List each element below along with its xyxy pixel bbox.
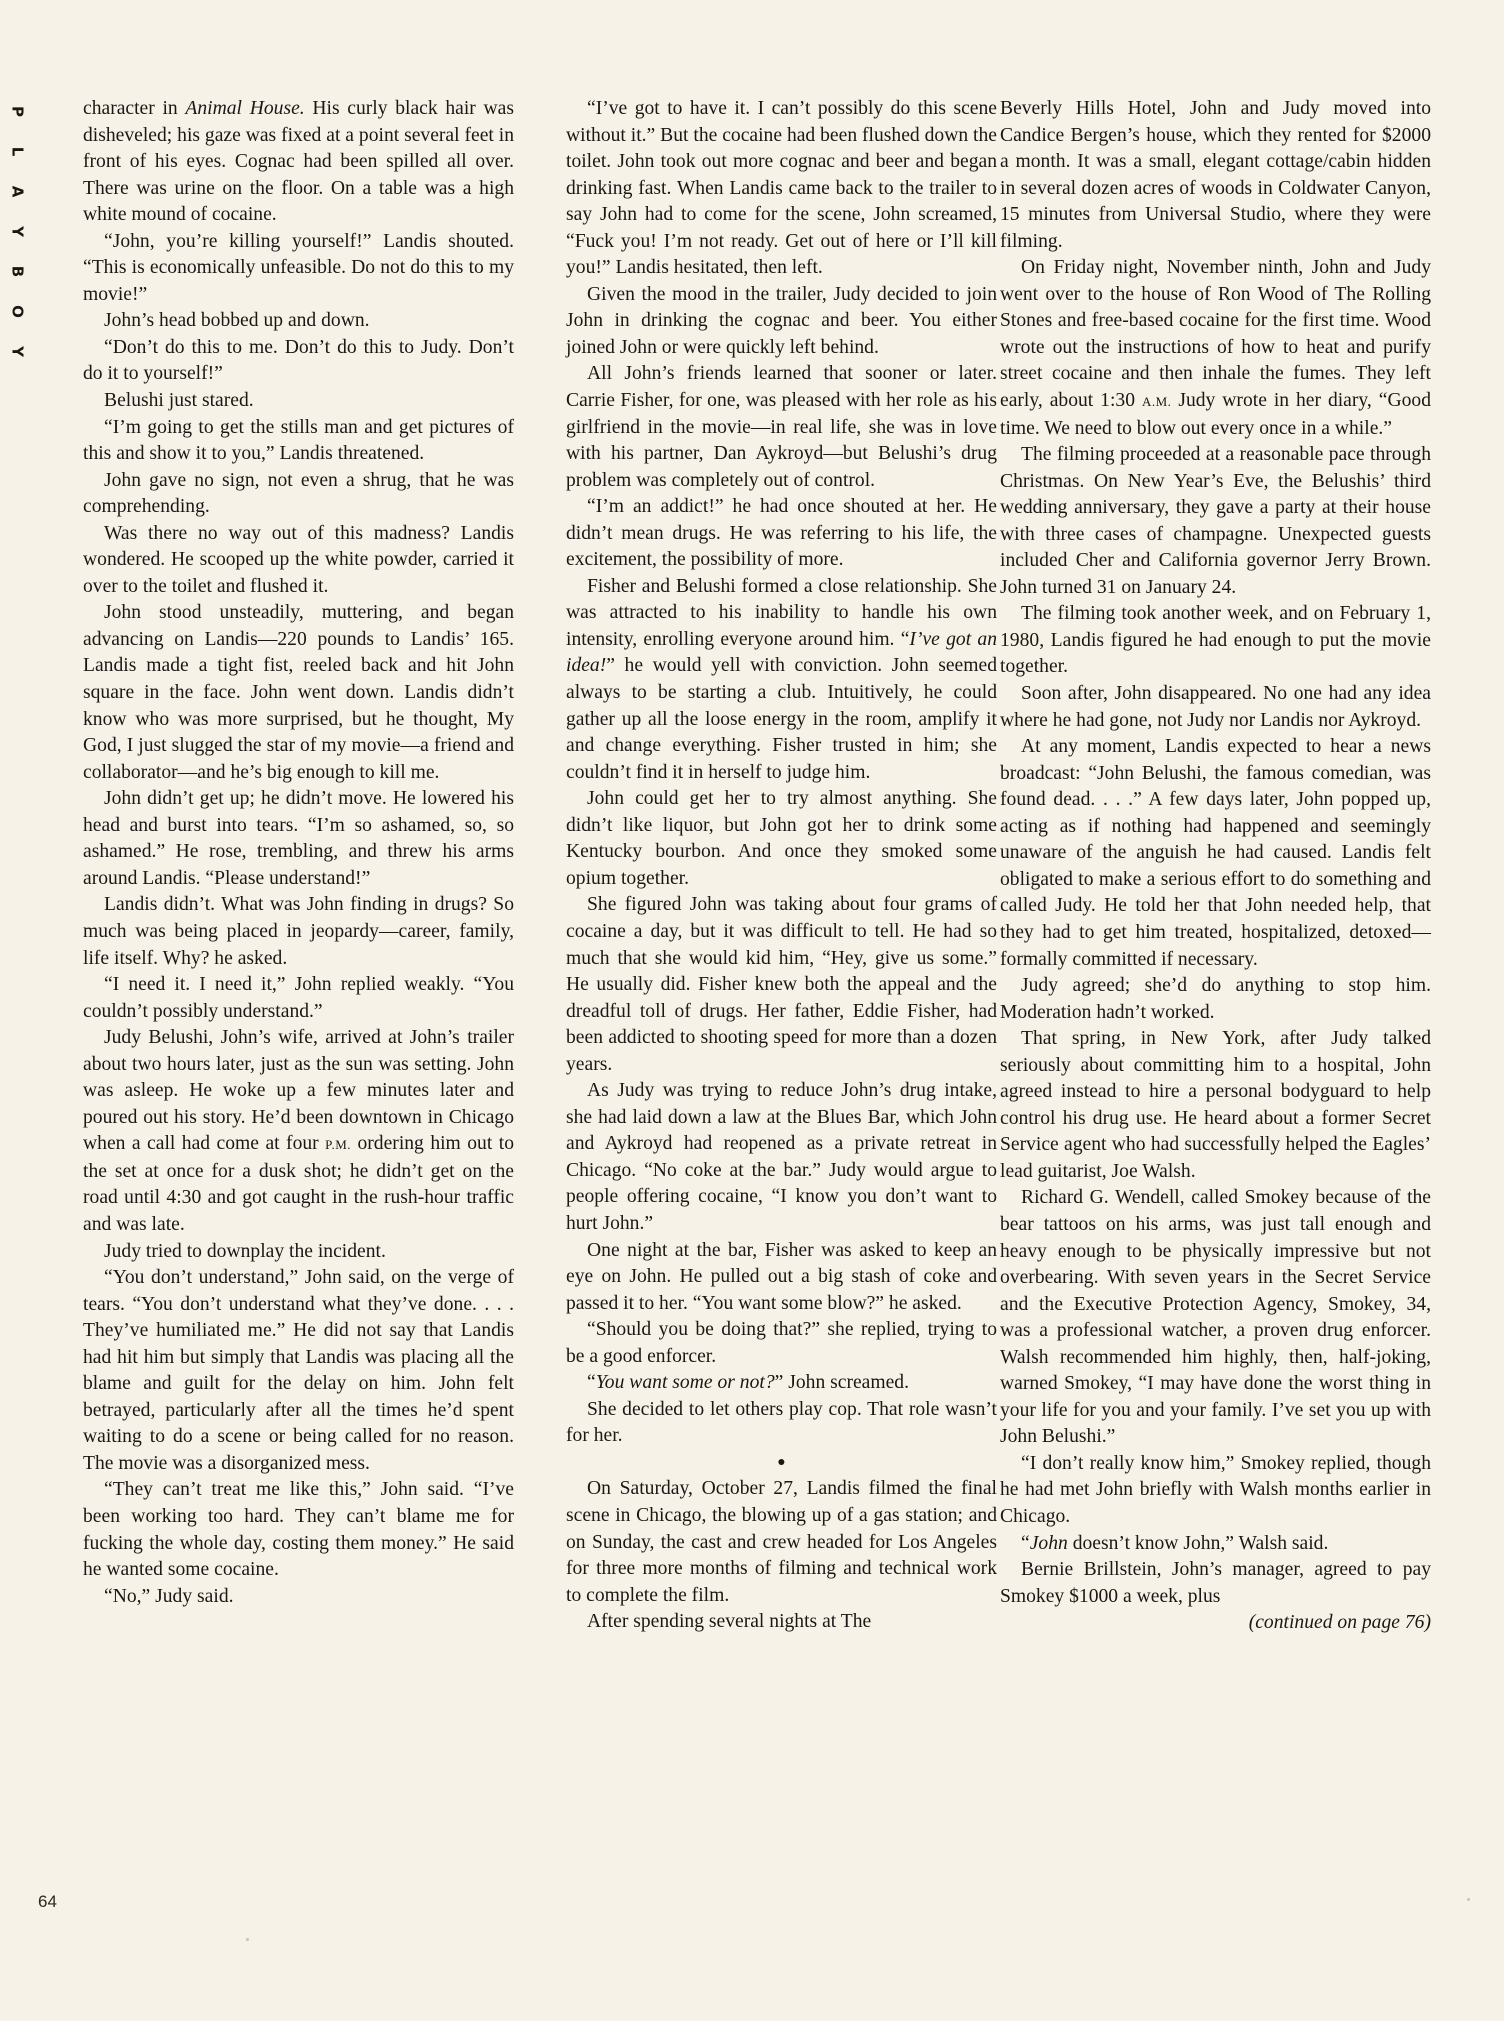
paragraph: That spring, in New York, after Judy talked seriously about committing him to a hospital, John agreed instead to hire a personal bodyguard to help control his drug use. He heard about a former Secret Service agent who had successfully helped the Eagles’ lead guitarist, Joe Walsh. — [1000, 1028, 1431, 1182]
paragraph: One night at the bar, Fisher was asked to keep an eye on John. He pulled out a big stash of coke and passed it to her. “You want some blow?” he asked. — [566, 1239, 997, 1314]
column-3 — [1000, 96, 1431, 1637]
paragraph: “John doesn’t know John,” Walsh said. — [1021, 1532, 1329, 1554]
paragraph: John’s head bobbed up and down. — [104, 310, 370, 332]
paragraph: John didn’t get up; he didn’t move. He lowered his head and burst into tears. “I’m so ashamed, so, so ashamed.” He rose, trembling, and threw his arms around Landis. “Please understand!” — [83, 788, 514, 889]
paragraph: “John, you’re killing yourself!” Landis shouted. “This is economically unfeasible. Do not do this to my movie!” — [83, 230, 514, 305]
running-title-letter: P — [8, 106, 27, 117]
paragraph: Judy tried to downplay the incident. — [104, 1240, 386, 1262]
paragraph: As Judy was trying to reduce John’s drug intake, she had laid down a law at the Blues Bar, which John and Aykroyd had reopened as a private retreat in Chicago. “No coke at the bar.” Judy would argue to people offering cocaine, “I know you don’t want to hurt John.” — [566, 1080, 997, 1234]
print-speck — [246, 1938, 249, 1941]
paragraph: John gave no sign, not even a shrug, that he was comprehending. — [83, 469, 514, 518]
paragraph: “Don’t do this to me. Don’t do this to Judy. Don’t do it to yourself!” — [83, 336, 514, 385]
paragraph: The filming took another week, and on February 1, 1980, Landis figured he had enough to put the movie together. — [1000, 603, 1431, 678]
paragraph: “Should you be doing that?” she replied, trying to be a good enforcer. — [566, 1319, 997, 1367]
paragraph: Was there no way out of this madness? Landis wondered. He scooped up the white powder, carried it over to the toilet and flushed it. — [83, 522, 514, 597]
paragraph: Judy agreed; she’d do anything to stop him. Moderation hadn’t worked. — [1000, 975, 1431, 1023]
print-speck — [1467, 1898, 1470, 1901]
paragraph: Richard G. Wendell, called Smokey because of the bear tattoos on his arms, was just tall enough and heavy enough to be physically impressive but not overbearing. With seven years in the Secret Service and the Executive Protection Agency, Smokey, 34, was a professional watcher, a proven drug enforcer. Walsh recommended him highly, then, half-joking, warned Smokey, “I may have done the worst thing in your life for you and your family. I’ve set you up with John Belushi.” — [1000, 1187, 1431, 1448]
paragraph: Bernie Brillstein, John’s manager, agreed to pay Smokey $1000 a week, plus — [1000, 1559, 1431, 1607]
column-1 — [83, 96, 514, 1610]
paragraph: Fisher and Belushi formed a close relationship. She was attracted to his inability to handle his own intensity, enrolling everyone around him. “I’ve got an idea!” he would yell with conviction. John seemed always to be starting a club. Intuitively, he could gather up all the loose energy in the room, amplify it and change everything. Fisher trusted in him; she couldn’t find it in herself to judge him. — [566, 575, 998, 783]
paragraph: John could get her to try almost anything. She didn’t like liquor, but John got her to drink some Kentucky bourbon. And once they smoked some opium together. — [566, 788, 997, 889]
section-divider: ● — [777, 1454, 786, 1470]
paragraph: She figured John was taking about four grams of cocaine a day, but it was difficult to tell. He had so much that she would kid him, “Hey, give us some.” He usually did. Fisher knew both the appeal and the dreadful toll of drugs. Her father, Eddie Fisher, had been addicted to shooting speed for more than a dozen years. — [566, 894, 997, 1075]
paragraph: At any moment, Landis expected to hear a news broadcast: “John Belushi, the famous comedian, was found dead. . . .” A few days later, John popped up, acting as if nothing had happened and seemingly unaware of the anguish he had caused. Landis felt obligated to make a serious effort to do something and called Judy. He told her that John needed help, that they had to get him treated, hospitalized, detoxed—formally committed if necessary. — [1000, 736, 1431, 970]
paragraph: Given the mood in the trailer, Judy decided to join John in drinking the cognac and beer. You either joined John or were quickly left behind. — [566, 283, 997, 358]
paragraph: “I’m an addict!” he had once shouted at her. He didn’t mean drugs. He was referring to his life, the excitement, the possibility of more. — [566, 496, 997, 571]
paragraph: character in Animal House. His curly black hair was disheveled; his gaze was fixed at a point several feet in front of his eyes. Cognac had been spilled all over. There was urine on the floor. On a table was a high white mound of cocaine. — [83, 98, 514, 226]
paragraph: “I don’t really know him,” Smokey replied, though he had met John briefly with Walsh months earlier in Chicago. — [1000, 1452, 1431, 1527]
paragraph: After spending several nights at The — [587, 1611, 872, 1633]
paragraph: The filming proceeded at a reasonable pace through Christmas. On New Year’s Eve, the Belushis’ third wedding anniversary, they gave a party at their house with three cases of champagne. Unexpected guests included Cher and California governor Jerry Brown. John turned 31 on January 24. — [1000, 444, 1431, 598]
paragraph: On Friday night, November ninth, John and Judy went over to the house of Ron Wood of The Rolling Stones and free-based cocaine for the first time. Wood wrote out the instructions of how to heat and purify street cocaine and then inhale the fumes. They left early, about 1:30 A.M. Judy wrote in her diary, “Good time. We need to blow out every once in a while.” — [1000, 257, 1431, 439]
paragraph: “You don’t understand,” John said, on the verge of tears. “You don’t understand what they’ve done. . . . They’ve humiliated me.” He did not say that Landis had hit him but simply that Landis was placing all the blame and guilt for the delay on him. John felt betrayed, particularly after all the times he’d spent waiting to do a scene or being called for no reason. The movie was a disorganized mess. — [83, 1267, 514, 1474]
paragraph: “They can’t treat me like this,” John said. “I’ve been working too hard. They can’t blame me for fucking the whole day, costing them money.” He said he wanted some cocaine. — [83, 1479, 514, 1581]
paragraph: “No,” Judy said. — [104, 1585, 234, 1607]
continued-note: (continued on page 76) — [1248, 1612, 1431, 1634]
paragraph: Landis didn’t. What was John finding in drugs? So much was being placed in jeopardy—career, family, life itself. Why? he asked. — [83, 894, 514, 969]
paragraph: Soon after, John disappeared. No one had any idea where he had gone, not Judy nor Landis nor Aykroyd. — [1000, 683, 1431, 731]
page-number: 64 — [38, 1892, 57, 1911]
paragraph: She decided to let others play cop. That role wasn’t for her. — [566, 1398, 997, 1447]
running-title-letter: Y — [8, 226, 27, 237]
running-title-letter: O — [8, 305, 27, 318]
paragraph: On Saturday, October 27, Landis filmed the final scene in Chicago, the blowing up of a gas station; and on Sunday, the cast and crew headed for Los Angeles for three more months of filming and technical work to complete the film. — [566, 1478, 997, 1606]
running-title-letter: Y — [8, 346, 27, 357]
paragraph: Judy Belushi, John’s wife, arrived at John’s trailer about two hours later, just as the sun was setting. John was asleep. He woke up a few minutes later and poured out his story. He’d been downtown in Chicago when a call had come at four P.M. ordering him out to the set at once for a dusk shot; he didn’t get on the road until 4:30 and got caught in the rush-hour traffic and was late. — [83, 1027, 514, 1235]
paragraph: Beverly Hills Hotel, John and Judy moved into Candice Bergen’s house, which they rented for $2000 a month. It was a small, elegant cottage/cabin hidden in several dozen acres of woods in Coldwater Canyon, 15 minutes from Universal Studio, where they were filming. — [1000, 98, 1431, 252]
running-title — [6, 104, 28, 384]
running-title-letter: A — [8, 185, 27, 198]
column-2 — [566, 96, 997, 1636]
paragraph: “You want some or not?” John screamed. — [587, 1372, 910, 1394]
paragraph: John stood unsteadily, muttering, and began advancing on Landis—220 pounds to Landis’ 165. Landis made a tight fist, reeled back and hit John square in the face. John went down. Landis didn’t know who was more surprised, but he thought, My God, I just slugged the star of my movie—a friend and collaborator—and he’s big enough to kill me. — [83, 602, 514, 783]
paragraph: “I’ve got to have it. I can’t possibly do this scene without it.” But the cocaine had been flushed down the toilet. John took out more cognac and beer and began drinking fast. When Landis came back to the trailer to say John had to come for the scene, John screamed, “Fuck you! I’m not ready. Get out of here or I’ll kill you!” Landis hesitated, then left. — [566, 98, 997, 279]
running-title-letter: L — [8, 146, 27, 157]
paragraph: “I need it. I need it,” John replied weakly. “You couldn’t possibly understand.” — [83, 974, 514, 1022]
paragraph: All John’s friends learned that sooner or later. Carrie Fisher, for one, was pleased with her role as his girlfriend in the movie—in real life, she was in love with his partner, Dan Aykroyd—but Belushi’s drug problem was completely out of control. — [566, 363, 997, 491]
running-title-letter: B — [8, 265, 27, 278]
paragraph: “I’m going to get the stills man and get pictures of this and show it to you,” Landis threatened. — [83, 416, 514, 465]
paragraph: Belushi just stared. — [104, 390, 254, 412]
